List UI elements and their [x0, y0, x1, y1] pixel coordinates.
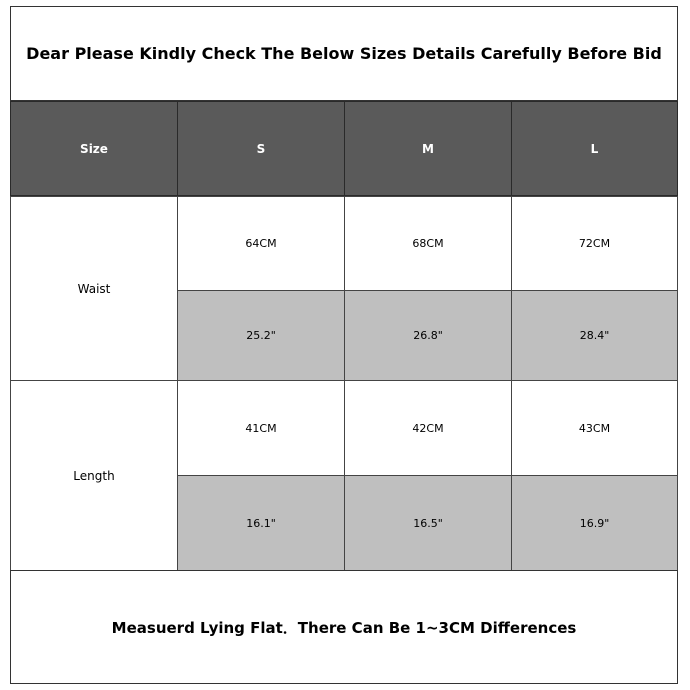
waist-m-cm: 68CM [344, 196, 512, 291]
length-s-cm: 41CM [177, 380, 345, 476]
header-m: M [344, 101, 512, 196]
length-l-cm: 43CM [511, 380, 678, 476]
row-label-waist: Waist [10, 196, 178, 381]
header-s: S [177, 101, 345, 196]
length-m-inch: 16.5" [344, 475, 512, 571]
header-l: L [511, 101, 678, 196]
waist-l-cm: 72CM [511, 196, 678, 291]
length-m-cm: 42CM [344, 380, 512, 476]
waist-m-inch: 26.8" [344, 290, 512, 381]
length-l-inch: 16.9" [511, 475, 678, 571]
waist-s-inch: 25.2" [177, 290, 345, 381]
waist-s-cm: 64CM [177, 196, 345, 291]
chart-title: Dear Please Kindly Check The Below Sizes Details Carefully Before Bid [10, 6, 678, 101]
length-s-inch: 16.1" [177, 475, 345, 571]
header-size: Size [10, 101, 178, 196]
measurement-note: Measuerd Lying Flat．There Can Be 1~3CM Differences [10, 570, 678, 684]
waist-l-inch: 28.4" [511, 290, 678, 381]
row-label-length: Length [10, 380, 178, 571]
